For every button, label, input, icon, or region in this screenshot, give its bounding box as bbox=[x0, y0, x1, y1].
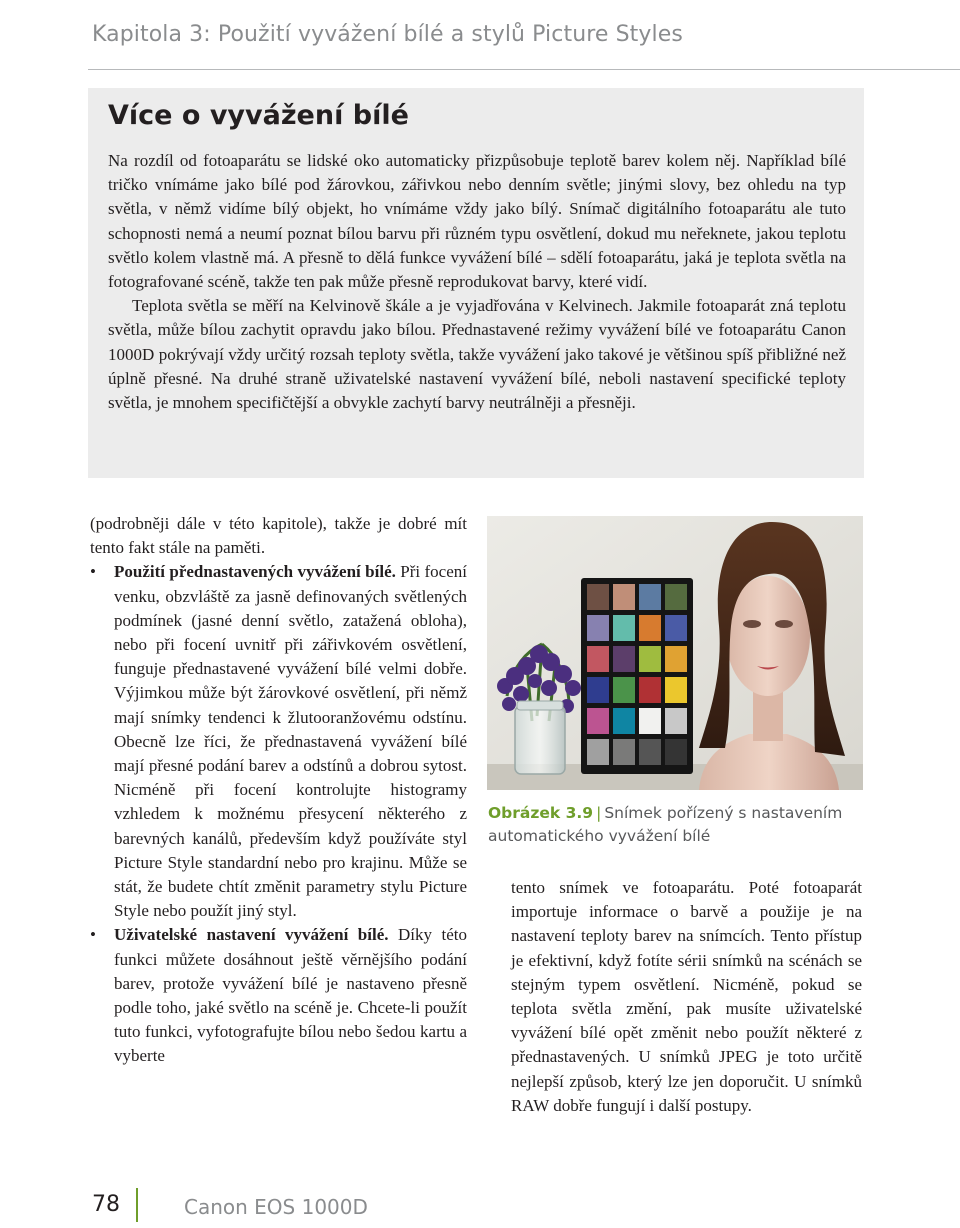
book-title: Canon EOS 1000D bbox=[184, 1195, 368, 1219]
bullet-list bbox=[90, 560, 467, 1068]
color-patch bbox=[613, 708, 635, 734]
color-patch bbox=[587, 615, 609, 641]
footer-divider bbox=[136, 1188, 138, 1222]
box-title: Více o vyvážení bílé bbox=[108, 100, 409, 131]
color-checker-chart bbox=[581, 578, 693, 774]
sidebar-box bbox=[88, 88, 864, 478]
figure-caption bbox=[488, 802, 860, 848]
color-patch bbox=[639, 708, 661, 734]
list-item bbox=[90, 923, 467, 1068]
box-body bbox=[108, 149, 846, 415]
bullet-text: Při focení venku, obzvláště za jasně definovaných světlených podmínek (jasné denní světlo, zatažená obloha), nebo při focení uvnitř při zářivkovém osvětlení, funguje přednastavené vyvážení bílé velmi dobře. Výjimkou může být žárovkové osvětlení, při němž mají snímky tendenci k žlutooranžovému odstínu. Obecně lze říci, že přednastavená vyvážení bílé mají přesné podání barev a odstínů a dobrou sytost. Nicméně při focení kontrolujte histogramy vzhledem k možnému přesycení některého z barevných kanálů, především když používáte styl Picture Style standardní nebo pro krajinu. Může se stát, že budete chtít změnit parametry stylu Picture Style nebo použít jiný styl. bbox=[114, 562, 467, 921]
bullet-icon: • bbox=[90, 925, 96, 945]
caption-label: Obrázek 3.9 bbox=[488, 804, 594, 822]
list-item bbox=[90, 560, 467, 923]
color-patch bbox=[613, 677, 635, 703]
color-patch bbox=[587, 646, 609, 672]
color-patch bbox=[639, 615, 661, 641]
color-patch bbox=[665, 615, 687, 641]
color-patch bbox=[665, 584, 687, 610]
color-patch bbox=[613, 646, 635, 672]
right-column: tento snímek ve fotoaparátu. Poté fotoaparát importuje informace o barvě a použije je na nastavení teploty barev na snímcích. Tento přístup je efektivní, když fotíte sérii snímků na scénách se stejným typem osvětlení. Nicméně, pokud se teplota světla změní, pak musíte uživatelské vyvážení bílé opět změnit nebo použít některé z přednastavených. U snímků JPEG je toto určitě nejlepší způsob, který lze jen doporučit. U snímků RAW dobře fungují i další postupy. bbox=[511, 878, 862, 1115]
color-patch bbox=[665, 739, 687, 765]
color-patch bbox=[587, 708, 609, 734]
bullet-title: Uživatelské nastavení vyvážení bílé. bbox=[114, 925, 389, 945]
color-patch bbox=[587, 739, 609, 765]
color-patch bbox=[587, 584, 609, 610]
running-head: Kapitola 3: Použití vyvážení bílé a stylů Picture Styles bbox=[92, 22, 683, 47]
color-patch bbox=[665, 677, 687, 703]
color-patch bbox=[613, 615, 635, 641]
color-patch bbox=[639, 677, 661, 703]
color-patch bbox=[587, 677, 609, 703]
color-patch bbox=[639, 584, 661, 610]
caption-separator: | bbox=[596, 804, 602, 822]
color-patch bbox=[665, 646, 687, 672]
left-column bbox=[90, 512, 467, 1069]
caption-text: Snímek pořízený s nastavením automatického vyvážení bílé bbox=[488, 804, 843, 845]
color-patch bbox=[639, 739, 661, 765]
box-paragraph: Teplota světla se měří na Kelvinově škále a je vyjadřována v Kelvinech. Jakmile fotoaparát zná teplotu světla, může bílou zachytit opravdu jako bílou. Přednastavené režimy vyvážení bílé ve fotoaparátu Canon 1000D pokrývají vždy určitý rozsah teploty světla, takže vyvážení jako takové je většinou spíš přibližné než úplně přesné. Na druhé straně uživatelské nastavení vyvážení bílé, neboli nastavení specifické teploty světla, je mnohem specifičtější a obvykle zachytí barvy neutrálněji a přesněji. bbox=[108, 296, 846, 413]
color-patch bbox=[639, 646, 661, 672]
color-patch bbox=[665, 708, 687, 734]
bullet-text: Díky této funkci můžete dosáhnout ještě věrnějšího podání barev, protože vyvážení bílé je nastaveno přesně podle toho, jaké světlo na scéně je. Chcete-li použít tuto funkci, vyfotografujte bílou nebo šedou kartu a vyberte bbox=[114, 925, 468, 1066]
color-patch bbox=[613, 739, 635, 765]
box-paragraph: Na rozdíl od fotoaparátu se lidské oko automaticky přizpůsobuje teplotě barev kolem něj. Například bílé tričko vnímáme jako bílé pod žárovkou, zářivkou nebo denním světle; jinými slovy, bez ohledu na typ světla, v němž vidíme bílý objekt, ho vnímáme vždy jako bílý. Snímač digitálního fotoaparátu ale tuto schopnosti nemá a neumí poznat bílou barvu při různém typu osvětlení, dokud mu neřeknete, jakou teplotu světlo kolem vlastně má. A přesně to dělá funkce vyvážení bílé – sdělí fotoaparátu, jaká je teplota světla na fotografované scéně, takže ten pak může přesně reprodukovat barvy, které vidí. bbox=[108, 151, 846, 292]
left-intro: (podrobněji dále v této kapitole), takže je dobré mít tento fakt stále na paměti. bbox=[90, 514, 467, 558]
page-number: 78 bbox=[92, 1192, 120, 1217]
header-divider bbox=[88, 69, 960, 70]
color-patch bbox=[613, 584, 635, 610]
bullet-icon: • bbox=[90, 562, 96, 582]
figure-photo bbox=[487, 516, 863, 790]
bullet-title: Použití přednastavených vyvážení bílé. bbox=[114, 562, 396, 582]
